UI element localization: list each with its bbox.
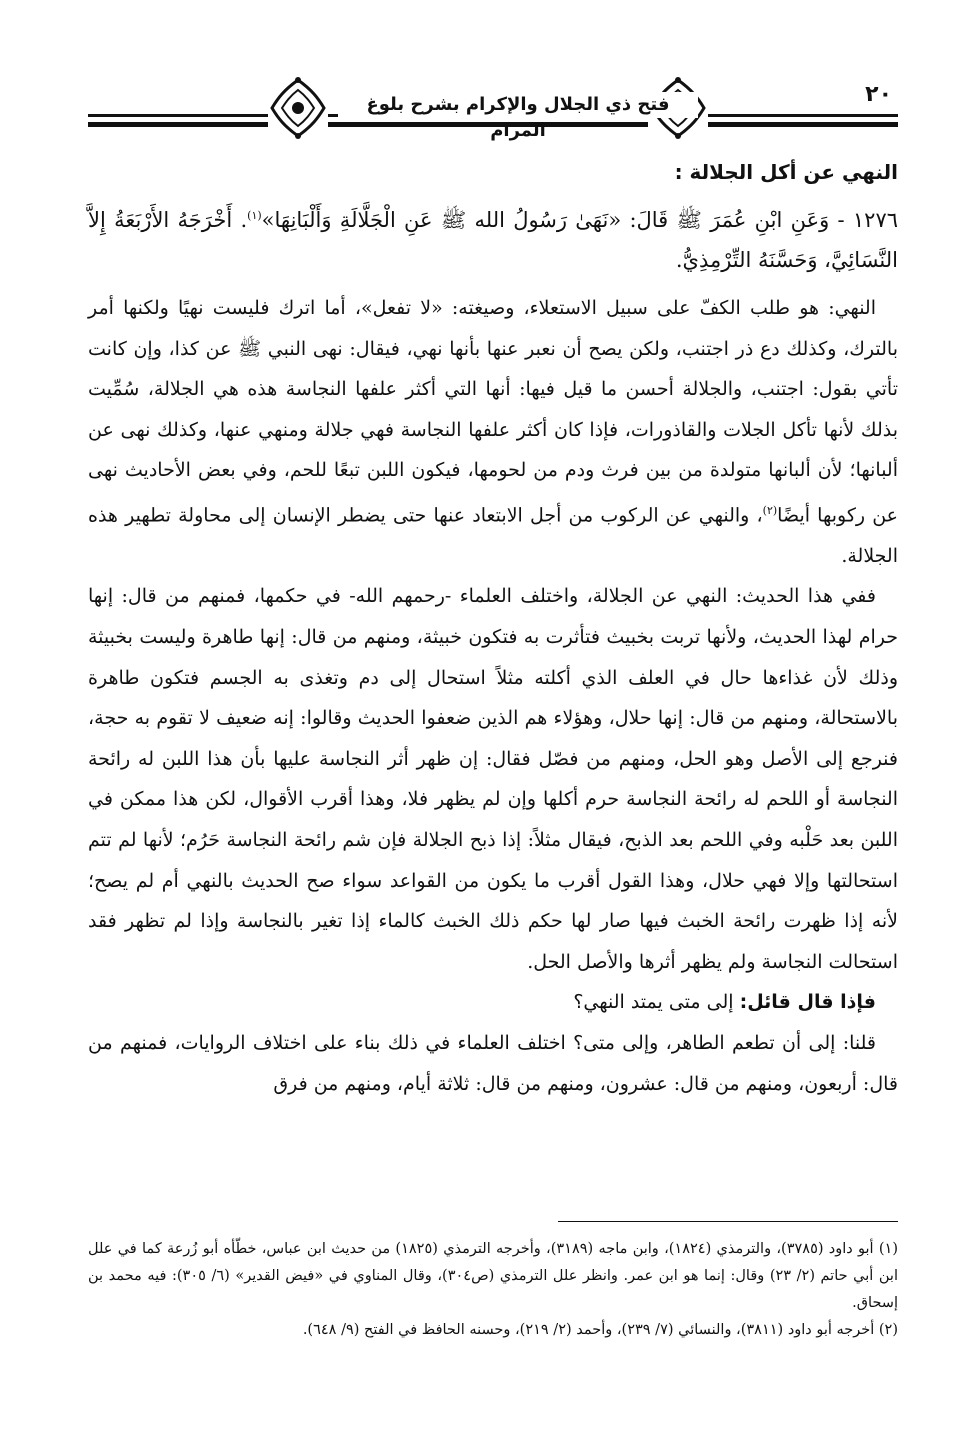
page-header	[88, 82, 898, 146]
paragraph-text: ، والنهي عن الركوب من أجل الابتعاد عنها حتى يضطر الإنسان إلى محاولة تطهير هذه الجلالة.	[88, 504, 898, 567]
paragraph	[88, 576, 898, 982]
hadith-text	[88, 196, 898, 280]
question-text: إلى متى يمتد النهي؟	[573, 991, 740, 1014]
running-title: فتح ذي الجلال والإكرام بشرح بلوغ المرام	[338, 92, 698, 118]
page-number: ٢٠	[859, 80, 898, 110]
page-body	[88, 150, 898, 1104]
hadith-text-main: ١٢٧٦ - وَعَنِ ابْنِ عُمَرَ ﷺ قَالَ: «نَهَىٰ رَسُولُ الله ﷺ عَنِ الْجَلَّالَةِ وَأَلْبَانِهَا»	[261, 208, 899, 232]
section-heading: النهي عن أكل الجلالة :	[674, 160, 898, 184]
footnote: (١) أبو داود (٣٧٨٥)، والترمذي (١٨٢٤)، وابن ماجه (٣١٨٩)، وأخرجه الترمذي (١٨٢٥) من حديث ابن عباس، خطّأه أبو زُرعة كما في علل ابن أبي حاتم (٢/ ٢٣) وقال: إنما هو ابن عمر. وانظر علل الترمذي (ص٣٠٤)، وقال المناوي في «فيض القدير» (٦/ ٣٠٥): فيه محمد بن إسحاق.	[88, 1241, 898, 1311]
answer-paragraph	[88, 1023, 898, 1104]
footnote-ref[interactable]: (١)	[247, 209, 262, 222]
footnote-separator	[558, 1221, 898, 1222]
paragraph	[88, 288, 898, 576]
paragraph-text: النهي: هو طلب الكفّ على سبيل الاستعلاء، وصيغته: «لا تفعل»، أما اترك فليست نهيًا ولكنها أمر بالترك، وكذلك دع ذر اجتنب، ولكن يصح أن نعبر عنها بأنها نهي، فيقال: نهى النبي ﷺ عن كذا، وإن كانت تأتي بقول: اجتنب، والجلالة أحسن ما قيل فيها: أنها التي أكثر علفها النجاسة هذه هي الجلالة، سُمِّيت بذلك لأنها تأكل الجلات والقاذورات، فإذا كان أكثر علفها النجاسة فهي جلالة ومنهي عنها، وكذلك نهى عن ألبانها؛ لأن ألبانها متولدة من بين فرث ودم من لحومها، فيكون اللبن تبعًا للحم، وفي بعض الأحاديث نهى عن ركوبها أيضًا	[88, 297, 899, 527]
ornament-icon	[268, 76, 328, 140]
question-lead: فإذا قال قائل:	[739, 991, 876, 1014]
footnote-ref[interactable]: (٢)	[762, 503, 778, 517]
footnotes	[88, 1236, 898, 1344]
question-line	[88, 982, 898, 1023]
answer-text: قلنا: إلى أن تطعم الطاهر، وإلى متى؟ اختلف العلماء في ذلك بناء على اختلاف الروايات، فمنهم من قال: أربعون، ومنهم من قال: عشرون، ومنهم من قال: ثلاثة أيام، ومنهم من فرق	[88, 1032, 898, 1095]
footnote: (٢) أخرجه أبو داود (٣٨١١)، والنسائي (٧/ ٢٣٩)، وأحمد (٢/ ٢١٩)، وحسنه الحافظ في الفتح (٩/ ٦٤٨).	[302, 1322, 898, 1338]
paragraph-text: ففي هذا الحديث: النهي عن الجلالة، واختلف العلماء -رحمهم الله- في حكمها، فمنهم من قال: إنها حرام لهذا الحديث، ولأنها تربت بخبيث فتأثرت به فتكون خبيثة، ومنهم من قال: إنها طاهرة وليست بخبيثة وذلك لأن غذاءها حال في العلف الذي أكلته مثلاً استحال إلى دم وتغذى به الجسم فتكون طاهرة بالاستحالة، ومنهم من قال: إنها حلال، وهؤلاء هم الذين ضعفوا الحديث وقالوا: إنه ضعيف لا تقوم به حجة، فنرجع إلى الأصل وهو الحل، ومنهم من فصّل فقال: إن ظهر أثر النجاسة عليها بأن هذا اللبن له رائحة النجاسة أو اللحم له رائحة النجاسة حرم أكلها وإن لم يظهر فلا، وهذا أقرب الأقوال، لكن هذا ممكن في اللبن بعد حَلْبه وفي اللحم بعد الذبح، فيقال مثلاً: إذا ذبح الجلالة فإن شم رائحة النجاسة حَرُم؛ لأنها لم تتم استحالتها وإلا فهي حلال، وهذا القول أقرب ما يكون من القواعد سواء صح الحديث بالنهي أم لم يصح؛ لأنه إذا ظهرت رائحة الخبث فيها صار لها حكم ذلك الخبث كالماء إذا تغير بالنجاسة وإذا لم تظهر فقد استحالت النجاسة ولم يظهر أثرها والأصل الحل.	[88, 585, 898, 973]
hadith-takhrij: . أَخْرَجَهُ الأَرْبَعَةُ إِلاَّ النَّسَائِيَّ، وَحَسَّنَهُ التِّرْمِذِيُّ.	[88, 208, 898, 272]
